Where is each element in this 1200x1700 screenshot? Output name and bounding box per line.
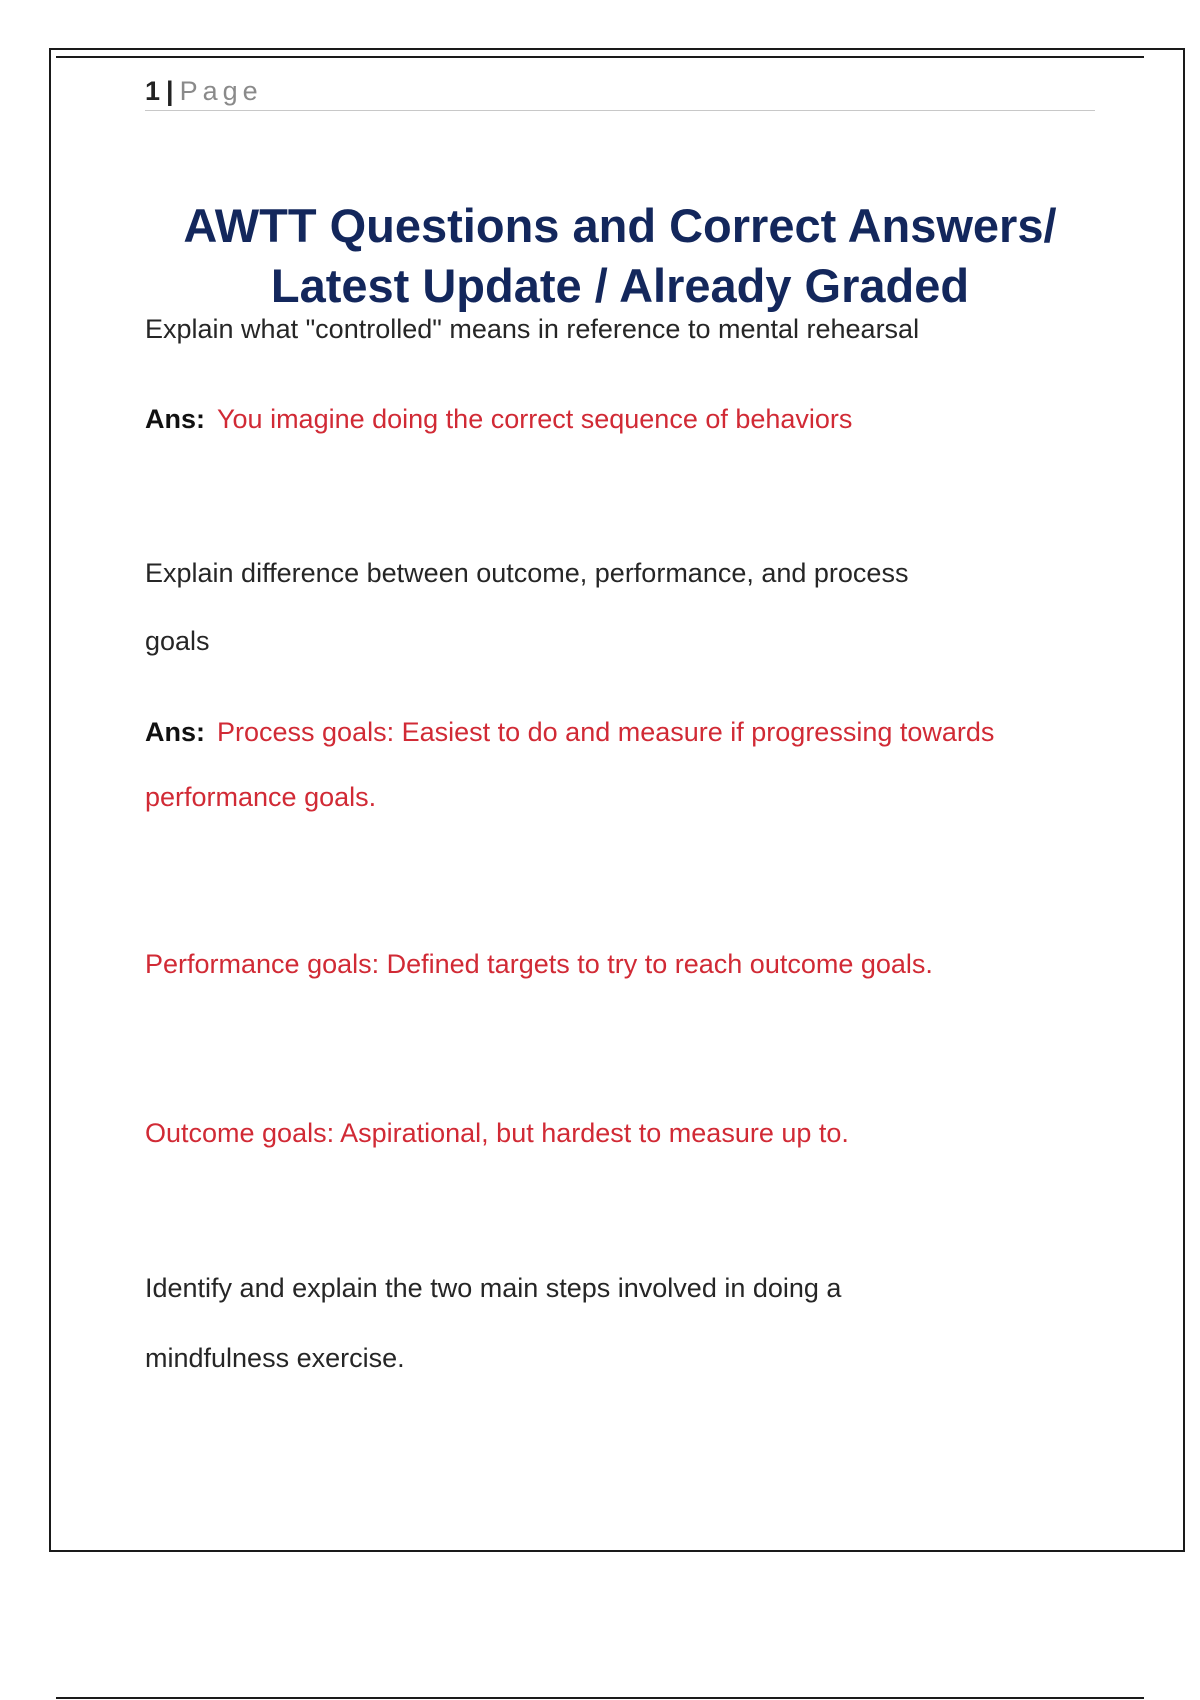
answer-label: Ans: — [145, 404, 205, 434]
page-header — [145, 76, 1095, 111]
page-number: 1 — [145, 76, 161, 106]
answer-2-performance: Performance goals: Defined targets to try to reach outcome goals. — [145, 949, 933, 979]
question-2-line-2: goals — [145, 626, 210, 656]
title-line-1: AWTT Questions and Correct Answers/ — [183, 199, 1057, 252]
question-1: Explain what "controlled" means in reference to mental rehearsal — [145, 314, 920, 344]
answer-1-text: You imagine doing the correct sequence of behaviors — [217, 404, 853, 434]
title-line-2: Latest Update / Already Graded — [270, 259, 970, 312]
question-3-line-2: mindfulness exercise. — [145, 1343, 405, 1373]
answer-2-text-line-1: Process goals: Easiest to do and measure if progressing towards — [217, 717, 995, 747]
top-rule — [56, 56, 1144, 58]
answer-2-outcome: Outcome goals: Aspirational, but hardest to measure up to. — [145, 1118, 849, 1148]
page-separator: | — [166, 76, 174, 106]
answer-2 — [145, 717, 994, 748]
question-2-line-1: Explain difference between outcome, performance, and process — [145, 558, 909, 588]
document-title — [120, 196, 1120, 316]
question-3-line-1: Identify and explain the two main steps involved in doing a — [145, 1273, 842, 1303]
page-label: Page — [179, 76, 263, 106]
answer-label: Ans: — [145, 717, 205, 747]
answer-2-text-line-2: performance goals. — [145, 782, 377, 812]
bottom-rule — [56, 1697, 1144, 1699]
answer-1 — [145, 404, 852, 435]
